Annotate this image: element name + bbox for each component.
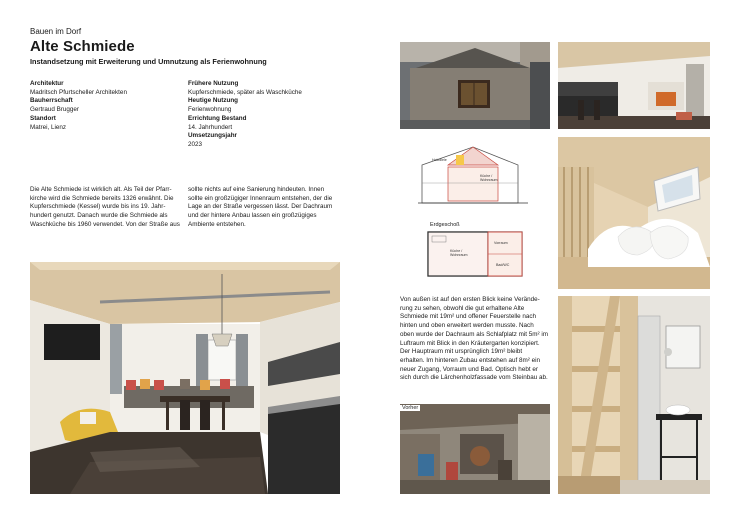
fact-value: Madritsch Pfurtscheller Architekten xyxy=(30,88,127,96)
before-photo xyxy=(400,404,550,494)
room-kitchen: Küche / Wohnraum xyxy=(450,249,468,257)
section-label-1: Holzdiele xyxy=(432,158,447,162)
fact-value: Matrei, Lienz xyxy=(30,123,67,131)
fact-label: Architektur xyxy=(30,80,64,87)
intro-text-col2: sollte nichts auf eine Sanierung hindeuten. Innen sollte ein großzügiger Innenraum entstehen, der die Lage an der Straße vergessen lässt. Der Dachraum und der hintere Anbau lassen ein großzügiges Ambiente entstehen. xyxy=(188,186,333,228)
bedroom-attic-photo xyxy=(558,137,710,289)
fact-value: Gertraud Brugger xyxy=(30,106,80,114)
fact-label: Umsetzungsjahr xyxy=(188,132,237,140)
floor-plan xyxy=(418,228,530,283)
intro-text-col1: Die Alte Schmiede ist wirklich alt. Als Teil der Pfarr- kirche wird die Schmiede bereits 1326 erwähnt. Die Kupferschmiede (Kessel) wurde bis ins 19. Jahr- hundert genutzt. Danach wurde die Schmiede als Waschküche bis 1960 verwendet. Von der Straße aus xyxy=(30,186,180,228)
fact-label: Frühere Nutzung xyxy=(188,80,239,87)
fact-label: Heutige Nutzung xyxy=(188,97,239,105)
staircase-photo xyxy=(558,296,620,494)
fact-value: Ferienwohnung xyxy=(188,106,232,114)
facts-right xyxy=(188,80,388,150)
fact-label: Standort xyxy=(30,114,56,122)
fact-value: Kupferschmiede, später als Waschküche xyxy=(188,88,302,96)
bathroom-photo xyxy=(620,296,710,494)
fact-value: 14. Jahrhundert xyxy=(188,123,233,131)
fact-value: 2023 xyxy=(188,140,203,148)
exterior-photo xyxy=(400,42,550,129)
fact-label: Errichtung Bestand xyxy=(188,114,247,122)
fact-label: Bauherrschaft xyxy=(30,97,73,105)
floor-plan-title: Erdgeschoß xyxy=(430,222,460,228)
interior-living-photo xyxy=(30,262,340,494)
body-text-right: Von außen ist auf den ersten Blick keine Verände- rung zu sehen, obwohl die gut erhaltene Alte Schmiede mit 19m² und offener Feuerstelle nach hinten und oben erweitert werden musste. Nach oben wurde der Dachraum als Schlafplatz mit 5m² im Luftraum mit Blick in den Kräutergarten konzipiert. Der Hauptraum mit ursprünglich 19m² bleibt erhalten. Im hinteren Zubau entstehen auf 8m² ein neuer Zugang, Vorraum und Bad. Optisch hebt er sich durch die Lärchenholzfassade vom Steinbau ab. xyxy=(400,296,549,382)
page-subtitle: Instandsetzung mit Erweiterung und Umnutzung als Ferienwohnung xyxy=(30,57,267,66)
section-label: Bauen im Dorf xyxy=(30,27,82,36)
kitchen-photo xyxy=(558,42,710,129)
section-label-2: Küche / Wohnraum xyxy=(480,174,498,182)
page-title: Alte Schmiede xyxy=(30,38,135,55)
before-label: Vorher xyxy=(402,405,419,411)
room-bad: Bad/WC xyxy=(496,263,510,267)
room-vorraum: Vorraum xyxy=(494,241,508,245)
section-drawing xyxy=(418,145,528,207)
